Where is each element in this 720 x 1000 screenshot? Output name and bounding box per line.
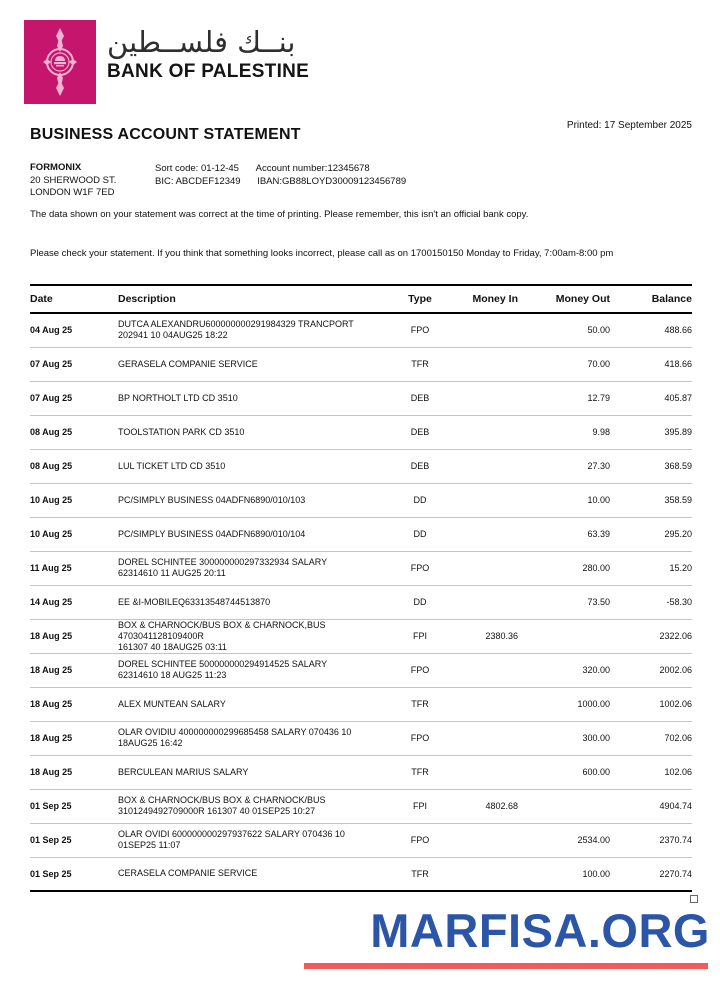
transaction-type: TFR bbox=[411, 359, 429, 369]
transaction-money-out: 1000.00 bbox=[577, 699, 610, 709]
transaction-description-line1: OLAR OVIDIU 400000000299685458 SALARY 070436 10 bbox=[118, 727, 352, 737]
transaction-money-in bbox=[445, 381, 518, 415]
transaction-row bbox=[30, 449, 692, 483]
column-header-description: Description bbox=[118, 293, 176, 305]
transaction-description bbox=[118, 687, 395, 721]
transaction-description-line1: EE &I-MOBILEQ63313548744513870 bbox=[118, 596, 271, 607]
transaction-type: FPO bbox=[410, 665, 430, 675]
transaction-description-line1: DOREL SCHINTEE 500000000294914525 SALARY bbox=[118, 659, 328, 669]
transaction-description bbox=[118, 857, 395, 891]
column-header-balance: Balance bbox=[651, 293, 692, 305]
transaction-date: 01 Sep 25 bbox=[30, 801, 72, 811]
transaction-type: DD bbox=[413, 495, 427, 505]
transaction-date: 01 Sep 25 bbox=[30, 835, 72, 845]
transaction-row bbox=[30, 687, 692, 721]
transaction-money-in bbox=[445, 415, 518, 449]
transaction-row bbox=[30, 619, 692, 653]
transaction-money-out bbox=[518, 619, 610, 653]
transaction-description bbox=[118, 313, 395, 347]
transaction-money-out: 280.00 bbox=[582, 563, 610, 573]
transaction-description-line1: DUTCA ALEXANDRU600000000291984329 TRANCPORT bbox=[118, 319, 354, 330]
transaction-row bbox=[30, 517, 692, 551]
watermark-underline bbox=[304, 963, 708, 969]
transaction-date: 08 Aug 25 bbox=[30, 427, 73, 437]
transaction-money-in: 2380.36 bbox=[485, 631, 518, 641]
transaction-row bbox=[30, 823, 692, 857]
transaction-balance: 2270.74 bbox=[659, 868, 692, 879]
transaction-description-line1: TOOLSTATION PARK CD 3510 bbox=[118, 426, 245, 437]
transaction-money-out: 320.00 bbox=[582, 665, 610, 675]
transaction-money-in bbox=[445, 313, 518, 347]
transaction-date: 07 Aug 25 bbox=[30, 393, 73, 403]
transaction-type: FPI bbox=[412, 631, 427, 641]
watermark-text: MARFISA.ORG bbox=[370, 904, 710, 957]
bic: BIC: ABCDEF12349 bbox=[155, 176, 241, 187]
transaction-description-line1: BOX & CHARNOCK/BUS BOX & CHARNOCK/BUS bbox=[118, 795, 326, 805]
transaction-date: 11 Aug 25 bbox=[30, 563, 72, 573]
transaction-row bbox=[30, 313, 692, 347]
transaction-balance: 4904.74 bbox=[659, 801, 692, 811]
transaction-date: 01 Sep 25 bbox=[30, 868, 72, 879]
transaction-description bbox=[118, 551, 395, 585]
transaction-description-line2: 3101249492709000R 161307 40 01SEP25 10:27 bbox=[118, 806, 316, 816]
transaction-date: 10 Aug 25 bbox=[30, 529, 73, 539]
transaction-description bbox=[118, 585, 395, 619]
account-details bbox=[155, 162, 406, 188]
transaction-description bbox=[118, 381, 395, 415]
account-details-line1 bbox=[155, 162, 406, 175]
customer-address-line2: LONDON W1F 7ED bbox=[30, 187, 115, 198]
transaction-money-in bbox=[445, 517, 518, 551]
transaction-row bbox=[30, 721, 692, 755]
transaction-date: 14 Aug 25 bbox=[30, 597, 73, 607]
transaction-money-out: 63.39 bbox=[587, 529, 610, 539]
transaction-balance: 2322.06 bbox=[659, 631, 692, 641]
transaction-description-line1: GERASELA COMPANIE SERVICE bbox=[118, 358, 258, 369]
page-title: BUSINESS ACCOUNT STATEMENT bbox=[30, 126, 301, 143]
transaction-money-in bbox=[445, 755, 518, 789]
transaction-row bbox=[30, 415, 692, 449]
transaction-description bbox=[118, 517, 395, 551]
transaction-date: 18 Aug 25 bbox=[30, 699, 73, 709]
transactions-body bbox=[30, 313, 692, 891]
transaction-row bbox=[30, 551, 692, 585]
transaction-description-line1: BP NORTHOLT LTD CD 3510 bbox=[118, 392, 238, 403]
transaction-type: DD bbox=[413, 529, 427, 539]
transaction-row bbox=[30, 381, 692, 415]
transaction-row bbox=[30, 857, 692, 891]
bank-name-arabic: بنــك فلســطين bbox=[107, 25, 296, 59]
transaction-description-line1: CERASELA COMPANIE SERVICE bbox=[118, 868, 258, 879]
transactions-table bbox=[30, 284, 692, 892]
transaction-money-out: 300.00 bbox=[582, 733, 610, 743]
transaction-type: DEB bbox=[410, 461, 430, 471]
transaction-type: FPI bbox=[412, 801, 427, 811]
placeholder-glyph-box bbox=[690, 895, 698, 903]
transaction-money-out: 70.00 bbox=[587, 359, 610, 369]
transaction-description-line2: 62314610 18 AUG25 11:23 bbox=[118, 670, 227, 680]
transaction-balance: 368.59 bbox=[664, 461, 692, 471]
customer-address-line1: 20 SHERWOOD ST. bbox=[30, 174, 117, 186]
contact-notice-text: Please check your statement. If you think that something looks incorrect, please call as on 1700150150 Monday to Friday, 7:00am-8:00 pm bbox=[30, 248, 614, 259]
customer-address bbox=[30, 162, 116, 200]
bank-emblem-icon bbox=[24, 20, 96, 104]
transaction-balance: 2002.06 bbox=[659, 665, 692, 675]
iban: IBAN:GB88LOYD30009123456789 bbox=[257, 176, 407, 187]
transaction-money-in bbox=[445, 653, 518, 687]
transaction-money-in bbox=[445, 483, 518, 517]
disclaimer-text: The data shown on your statement was correct at the time of printing. Please remember, this isn't an official bank copy. bbox=[30, 209, 529, 220]
transaction-description-line1: DOREL SCHINTEE 300000000297332934 SALARY bbox=[118, 557, 328, 567]
transaction-date: 18 Aug 25 bbox=[30, 767, 73, 777]
transaction-description-line2: 01SEP25 11:07 bbox=[118, 840, 181, 850]
transaction-money-in bbox=[445, 687, 518, 721]
transaction-description bbox=[118, 755, 395, 789]
transaction-balance: 488.66 bbox=[664, 325, 692, 336]
transaction-type: FPO bbox=[410, 733, 430, 743]
transaction-money-out: 2534.00 bbox=[577, 835, 610, 845]
transaction-description-line2: 62314610 11 AUG25 20:11 bbox=[118, 568, 226, 578]
column-header-date: Date bbox=[30, 293, 53, 305]
transaction-type: DEB bbox=[410, 427, 430, 437]
transaction-description-line1: BOX & CHARNOCK/BUS BOX & CHARNOCK,BUS 4703041128109400R bbox=[118, 619, 326, 641]
transaction-money-out: 600.00 bbox=[582, 767, 610, 777]
transaction-description-line1: OLAR OVIDI 600000000297937622 SALARY 070436 10 bbox=[118, 829, 345, 839]
transaction-balance: 2370.74 bbox=[659, 835, 692, 845]
transaction-money-in bbox=[445, 857, 518, 891]
transaction-description bbox=[118, 653, 395, 687]
transaction-money-in bbox=[445, 721, 518, 755]
transaction-description bbox=[118, 347, 395, 381]
transaction-row bbox=[30, 585, 692, 619]
transaction-description-line1: ALEX MUNTEAN SALARY bbox=[118, 698, 226, 709]
transaction-description bbox=[118, 483, 395, 517]
transaction-type: TFR bbox=[411, 767, 429, 777]
transaction-description-line1: PC/SIMPLY BUSINESS 04ADFN6890/010/103 bbox=[118, 494, 306, 505]
transaction-date: 18 Aug 25 bbox=[30, 665, 73, 675]
transaction-balance: 102.06 bbox=[664, 767, 692, 777]
transaction-money-in bbox=[445, 551, 518, 585]
transaction-balance: 295.20 bbox=[664, 529, 692, 539]
bank-name-block bbox=[107, 24, 309, 83]
bank-name-english: BANK OF PALESTINE bbox=[107, 61, 310, 82]
customer-name: FORMONIX bbox=[30, 162, 82, 173]
transaction-money-out: 100.00 bbox=[582, 868, 610, 879]
transaction-description bbox=[118, 415, 395, 449]
transaction-type: TFR bbox=[411, 868, 429, 879]
account-number: Account number:12345678 bbox=[255, 163, 370, 174]
transaction-description-line2: 161307 40 18AUG25 03:11 bbox=[118, 641, 227, 652]
transaction-description-line2: 202941 10 04AUG25 18:22 bbox=[118, 330, 228, 341]
transaction-type: FPO bbox=[410, 325, 430, 336]
transaction-money-out: 9.98 bbox=[592, 427, 610, 437]
transaction-balance: -58.30 bbox=[666, 597, 692, 607]
transaction-description bbox=[118, 721, 395, 755]
transaction-type: FPO bbox=[410, 835, 430, 845]
transaction-money-in bbox=[445, 347, 518, 381]
column-header-type: Type bbox=[408, 293, 432, 305]
transaction-description bbox=[118, 789, 395, 823]
transaction-money-in bbox=[445, 449, 518, 483]
transaction-balance: 15.20 bbox=[669, 563, 692, 573]
printed-date: Printed: 17 September 2025 bbox=[566, 120, 692, 131]
transaction-date: 18 Aug 25 bbox=[30, 631, 73, 641]
transaction-type: TFR bbox=[411, 699, 429, 709]
transaction-type: FPO bbox=[410, 563, 430, 573]
column-header-money-out: Money Out bbox=[555, 293, 610, 305]
transaction-money-in bbox=[445, 585, 518, 619]
transaction-type: DEB bbox=[410, 393, 430, 403]
transaction-balance: 395.89 bbox=[664, 427, 692, 437]
transaction-description-line1: LUL TICKET LTD CD 3510 bbox=[118, 460, 226, 471]
bank-logo bbox=[24, 20, 96, 104]
transaction-money-in: 4802.68 bbox=[485, 801, 518, 811]
transaction-description-line1: BERCULEAN MARIUS SALARY bbox=[118, 766, 249, 777]
transaction-money-out: 10.00 bbox=[587, 495, 610, 505]
sort-code: Sort code: 01-12-45 bbox=[155, 163, 239, 174]
transaction-date: 08 Aug 25 bbox=[30, 461, 73, 471]
transaction-money-in bbox=[445, 823, 518, 857]
transaction-row bbox=[30, 789, 692, 823]
transaction-description bbox=[118, 449, 395, 483]
account-details-line2 bbox=[155, 175, 406, 188]
transaction-row bbox=[30, 755, 692, 789]
transaction-date: 18 Aug 25 bbox=[30, 733, 73, 743]
transaction-row bbox=[30, 347, 692, 381]
transaction-row bbox=[30, 483, 692, 517]
transaction-balance: 1002.06 bbox=[659, 699, 692, 709]
table-header-row bbox=[30, 285, 692, 313]
transaction-balance: 405.87 bbox=[664, 393, 692, 403]
transaction-date: 04 Aug 25 bbox=[30, 325, 73, 336]
transaction-description bbox=[118, 823, 395, 857]
transaction-type: DD bbox=[413, 597, 427, 607]
transaction-description bbox=[118, 619, 395, 653]
transaction-money-out: 12.79 bbox=[587, 393, 610, 403]
transaction-description-line1: PC/SIMPLY BUSINESS 04ADFN6890/010/104 bbox=[118, 528, 306, 539]
transaction-description-line2: 18AUG25 16:42 bbox=[118, 738, 183, 748]
transaction-balance: 418.66 bbox=[664, 359, 692, 369]
column-header-money-in: Money In bbox=[472, 293, 518, 305]
transaction-balance: 702.06 bbox=[664, 733, 692, 743]
transaction-balance: 358.59 bbox=[664, 495, 692, 505]
transaction-money-out bbox=[518, 789, 610, 823]
transaction-money-out: 73.50 bbox=[587, 597, 610, 607]
transaction-row bbox=[30, 653, 692, 687]
transaction-money-out: 27.30 bbox=[587, 461, 610, 471]
transaction-date: 10 Aug 25 bbox=[30, 495, 73, 505]
transaction-date: 07 Aug 25 bbox=[30, 359, 73, 369]
transaction-money-out: 50.00 bbox=[587, 325, 610, 336]
